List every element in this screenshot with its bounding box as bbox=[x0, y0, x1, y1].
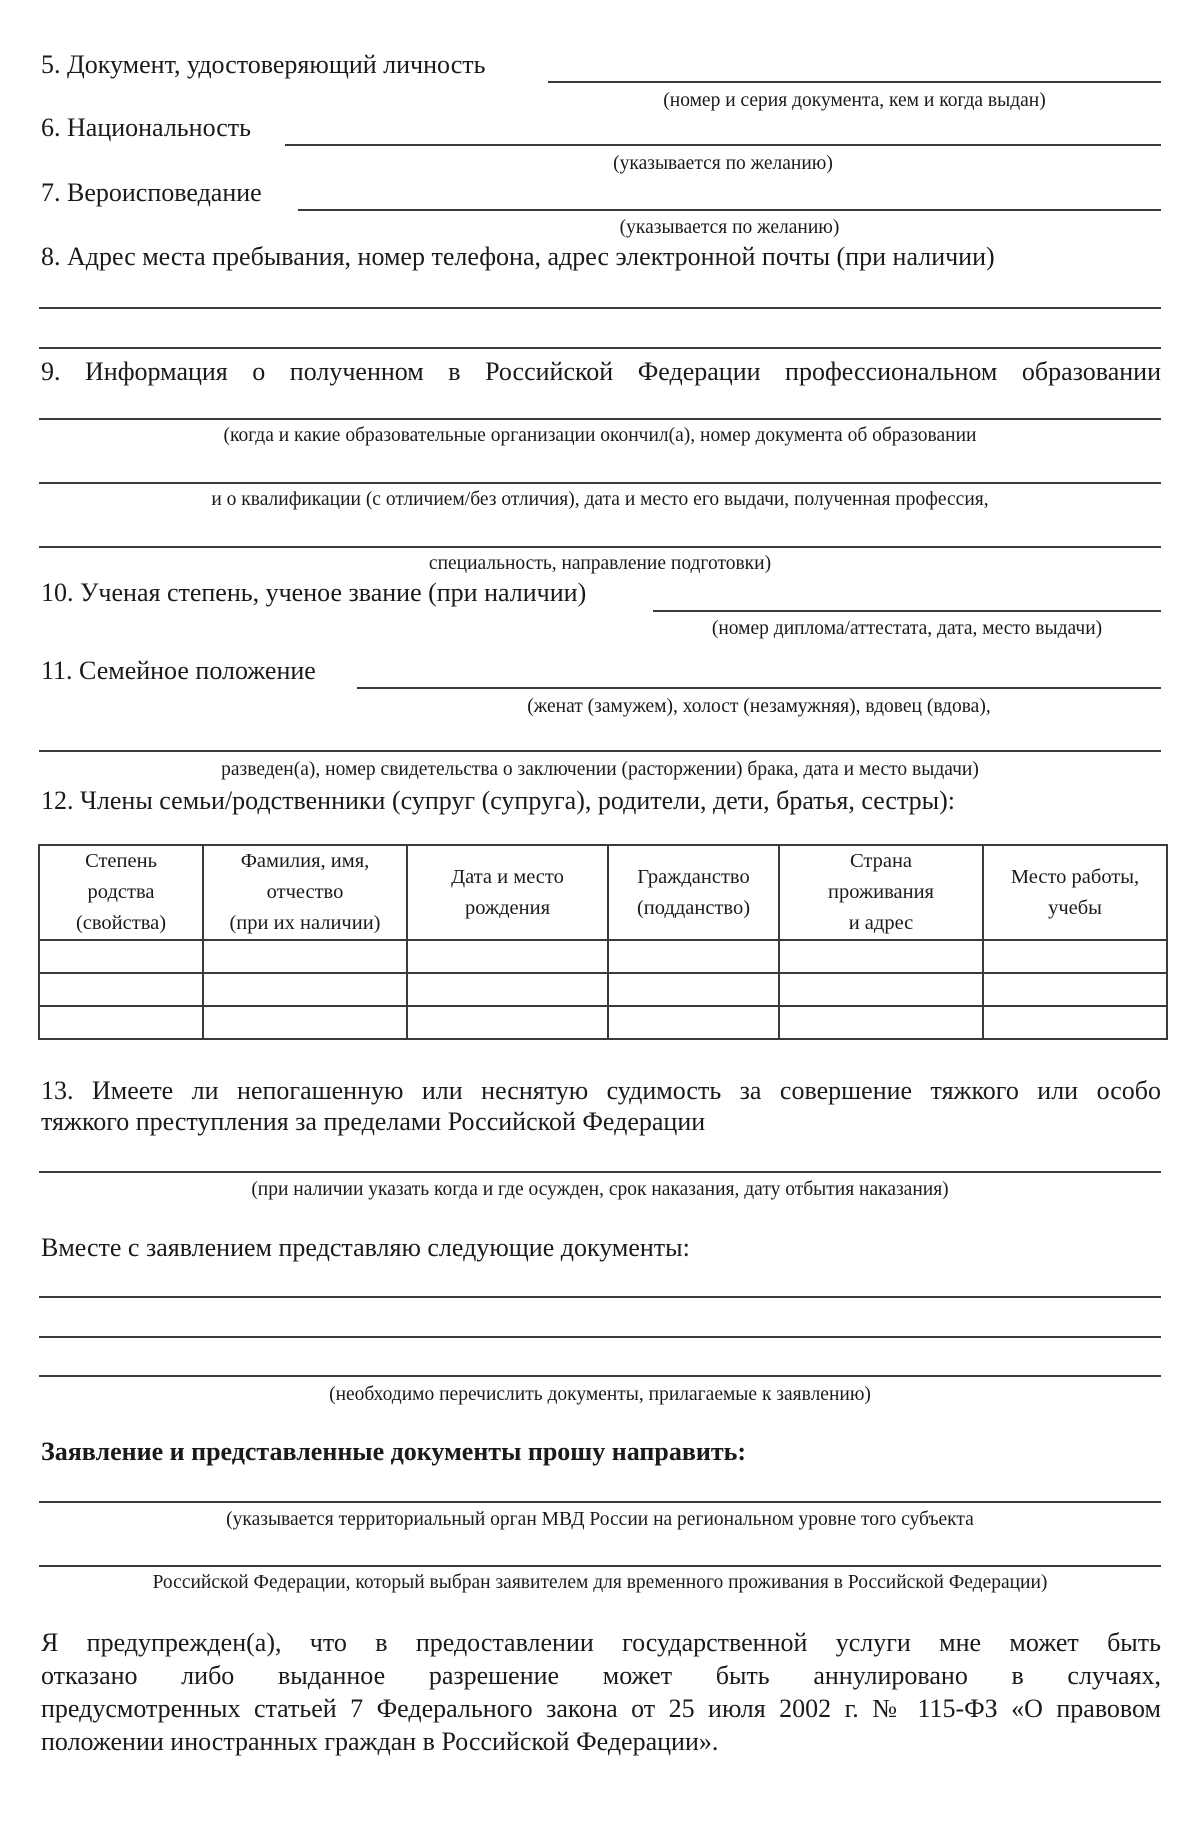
warning-line-3: предусмотренных статьей 7 Федерального закона от 25 июля 2002 г. № 115-ФЗ «О правовом bbox=[41, 1694, 1161, 1723]
header-text: и адрес bbox=[848, 912, 914, 934]
header-text: (свойства) bbox=[75, 912, 167, 934]
item13-label-line-2: тяжкого преступления за пределами Российской Федерации bbox=[41, 1107, 706, 1136]
item10-caption: (номер диплома/аттестата, дата, место выдачи) bbox=[711, 618, 1103, 639]
documents-input-line-1[interactable] bbox=[39, 1296, 1161, 1298]
warning-line-1: Я предупрежден(а), что в предоставлении государственной услуги мне может быть bbox=[41, 1628, 1161, 1657]
item11-caption-1: (женат (замужем), холост (незамужняя), вдовец (вдова), bbox=[527, 696, 991, 717]
header-text: Страна bbox=[849, 850, 913, 872]
table-cell[interactable] bbox=[608, 973, 779, 1006]
header-text: Фамилия, имя, bbox=[240, 850, 370, 872]
warning-line-2: отказано либо выданное разрешение может быть аннулировано в случаях, bbox=[41, 1661, 1161, 1690]
item10-input-line[interactable] bbox=[653, 610, 1161, 612]
table-cell[interactable] bbox=[407, 973, 608, 1006]
column-header-country-address bbox=[779, 845, 983, 940]
documents-label: Вместе с заявлением представляю следующие документы: bbox=[41, 1233, 690, 1262]
item12-label: 12. Члены семьи/родственники (супруг (супруга), родители, дети, братья, сестры): bbox=[41, 786, 955, 815]
item5-label: 5. Документ, удостоверяющий личность bbox=[41, 50, 486, 79]
header-text: Степень bbox=[85, 850, 157, 872]
table-row bbox=[39, 1006, 1167, 1039]
table-cell[interactable] bbox=[39, 973, 203, 1006]
column-header-relation bbox=[39, 845, 203, 940]
item7-input-line[interactable] bbox=[298, 209, 1161, 211]
item9-caption-1: (когда и какие образовательные организации окончил(а), номер документа об образовании bbox=[223, 425, 977, 446]
item5-caption: (номер и серия документа, кем и когда выдан) bbox=[663, 90, 1046, 111]
documents-input-line-3[interactable] bbox=[39, 1375, 1161, 1377]
item9-input-line-2[interactable] bbox=[39, 482, 1161, 484]
item9-input-line-3[interactable] bbox=[39, 546, 1161, 548]
item6-label: 6. Национальность bbox=[41, 113, 251, 142]
table-row bbox=[39, 973, 1167, 1006]
item9-caption-3: специальность, направление подготовки) bbox=[428, 553, 772, 574]
header-text: рождения bbox=[464, 896, 551, 919]
item7-label: 7. Вероисповедание bbox=[41, 178, 262, 207]
item11-input-line-1[interactable] bbox=[357, 687, 1161, 689]
item11-caption-2: разведен(а), номер свидетельства о заключении (расторжении) брака, дата и место выдачи) bbox=[221, 759, 979, 780]
table-cell[interactable] bbox=[779, 940, 983, 973]
send-to-caption-2: Российской Федерации, который выбран заявителем для временного проживания в Российской Федерации) bbox=[152, 1572, 1048, 1593]
header-text: проживания bbox=[828, 881, 934, 903]
table-cell[interactable] bbox=[39, 940, 203, 973]
item5-input-line[interactable] bbox=[548, 81, 1161, 83]
column-header-full-name bbox=[203, 845, 407, 940]
header-text: Дата и место bbox=[451, 865, 564, 888]
send-to-caption-1: (указывается территориальный орган МВД России на региональном уровне того субъекта bbox=[226, 1509, 974, 1530]
header-text: (при их наличии) bbox=[229, 912, 381, 934]
table-cell[interactable] bbox=[983, 940, 1167, 973]
table-cell[interactable] bbox=[407, 1006, 608, 1039]
item6-input-line[interactable] bbox=[285, 144, 1161, 146]
item13-caption: (при наличии указать когда и где осужден, срок наказания, дату отбытия наказания) bbox=[251, 1179, 949, 1200]
item6-caption: (указывается по желанию) bbox=[613, 153, 833, 174]
table-cell[interactable] bbox=[983, 1006, 1167, 1039]
table-cell[interactable] bbox=[983, 973, 1167, 1006]
send-to-input-line-1[interactable] bbox=[39, 1501, 1161, 1503]
table-cell[interactable] bbox=[203, 1006, 407, 1039]
header-text: Место работы, bbox=[1010, 865, 1140, 888]
item9-input-line-1[interactable] bbox=[39, 418, 1161, 420]
send-to-label: Заявление и представленные документы прошу направить: bbox=[41, 1437, 747, 1466]
warning-line-4: положении иностранных граждан в Российской Федерации». bbox=[41, 1727, 719, 1756]
item9-label: 9. Информация о полученном в Российской Федерации профессиональном образовании bbox=[41, 357, 1161, 386]
documents-caption: (необходимо перечислить документы, прилагаемые к заявлению) bbox=[329, 1384, 871, 1405]
item9-caption-2: и о квалификации (с отличием/без отличия), дата и место его выдачи, полученная профессия, bbox=[211, 489, 989, 510]
table-cell[interactable] bbox=[608, 1006, 779, 1039]
table-cell[interactable] bbox=[779, 973, 983, 1006]
table-cell[interactable] bbox=[608, 940, 779, 973]
table-cell[interactable] bbox=[779, 1006, 983, 1039]
header-text: родства bbox=[87, 881, 155, 903]
column-header-work-study bbox=[983, 845, 1167, 940]
item7-caption: (указывается по желанию) bbox=[619, 217, 840, 238]
item13-input-line[interactable] bbox=[39, 1171, 1161, 1173]
table-cell[interactable] bbox=[203, 940, 407, 973]
documents-input-line-2[interactable] bbox=[39, 1336, 1161, 1338]
item11-label: 11. Семейное положение bbox=[41, 656, 316, 685]
table-row bbox=[39, 940, 1167, 973]
column-header-birth bbox=[407, 845, 608, 940]
family-members-table bbox=[38, 844, 1168, 1040]
item8-input-line-2[interactable] bbox=[39, 347, 1161, 349]
item10-label: 10. Ученая степень, ученое звание (при наличии) bbox=[41, 578, 587, 607]
item11-input-line-2[interactable] bbox=[39, 750, 1161, 752]
header-text: учебы bbox=[1048, 896, 1102, 919]
table-cell[interactable] bbox=[203, 973, 407, 1006]
send-to-input-line-2[interactable] bbox=[39, 1565, 1161, 1567]
table-cell[interactable] bbox=[39, 1006, 203, 1039]
header-text: отчество bbox=[266, 881, 344, 903]
table-cell[interactable] bbox=[407, 940, 608, 973]
header-text: Гражданство bbox=[637, 865, 750, 888]
header-text: (подданство) bbox=[636, 896, 751, 919]
table-header-row bbox=[39, 845, 1167, 940]
column-header-citizenship bbox=[608, 845, 779, 940]
item8-input-line-1[interactable] bbox=[39, 307, 1161, 309]
item8-label: 8. Адрес места пребывания, номер телефона, адрес электронной почты (при наличии) bbox=[41, 242, 995, 271]
item13-label-line-1: 13. Имеете ли непогашенную или неснятую судимость за совершение тяжкого или особо bbox=[41, 1076, 1161, 1105]
